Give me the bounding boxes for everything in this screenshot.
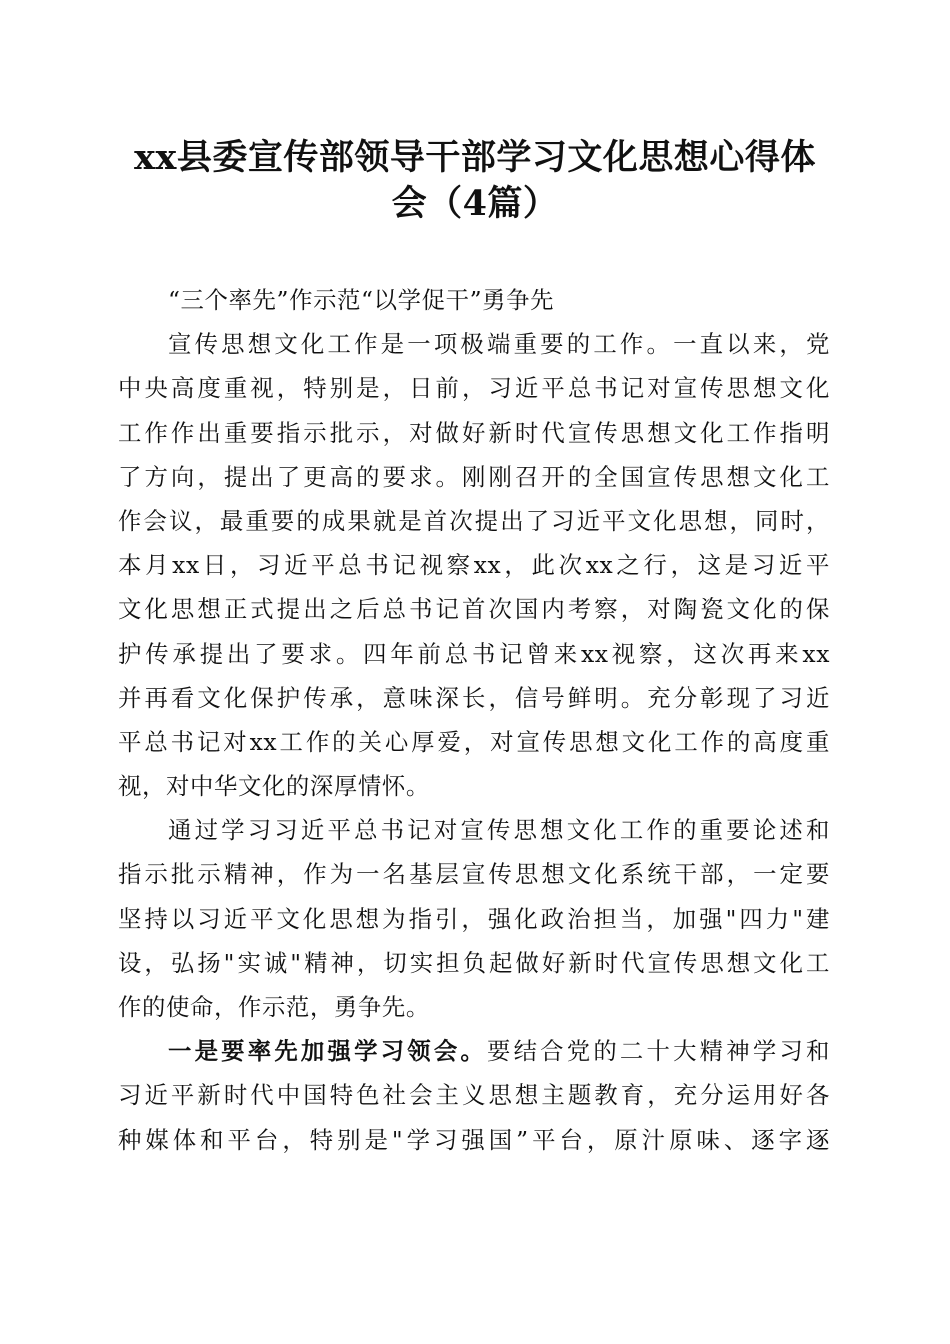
paragraph-lead: 一是要率先加强学习领会。 [168,1037,487,1066]
paragraph-line: 坚持以习近平文化思想为指引，强化政治担当，加强"四力"建 [118,904,830,933]
paragraph-line: 护传承提出了要求。四年前总书记曾来xx视察，这次再来xx [118,639,830,668]
paragraph-line: 设，弘扬"实诚"精神，切实担负起做好新时代宣传思想文化工 [118,948,830,977]
paragraph-line: 宣传思想文化工作是一项极端重要的工作。一直以来，党 [168,330,830,359]
paragraph-lead-rest: 要结合党的二十大精神学习和 [487,1037,830,1066]
paragraph-line: 习近平新时代中国特色社会主义思想主题教育，充分运用好各 [118,1081,830,1110]
document-title [100,135,850,227]
document-body [118,278,830,1162]
paragraph-3 [118,1029,830,1162]
paragraph-line: 文化思想正式提出之后总书记首次国内考察，对陶瓷文化的保 [118,595,830,624]
title-line-2: 会（4篇） [391,183,559,224]
paragraph-line: 工作作出重要指示批示，对做好新时代宣传思想文化工作指明 [118,418,830,447]
paragraph-1 [118,322,830,808]
paragraph-line: 视，对中华文化的深厚情怀。 [118,772,430,801]
section-subtitle: “三个率先”作示范“以学促干”勇争先 [168,286,555,314]
paragraph-line: 种媒体和平台，特别是"学习强国”平台，原汁原味、逐字逐 [118,1125,830,1154]
paragraph-line [118,1029,830,1073]
paragraph-line: 了方向，提出了更高的要求。刚刚召开的全国宣传思想文化工 [118,462,830,491]
title-line-1: xx县委宣传部领导干部学习文化思想心得体 [134,137,816,178]
paragraph-line: 中央高度重视，特别是，日前，习近平总书记对宣传思想文化 [118,374,830,403]
paragraph-line: 本月xx日，习近平总书记视察xx，此次xx之行，这是习近平 [118,551,830,580]
paragraph-line: 作会议，最重要的成果就是首次提出了习近平文化思想，同时， [118,506,830,535]
paragraph-line: 并再看文化保护传承，意味深长，信号鲜明。充分彰现了习近 [118,683,830,712]
paragraph-2 [118,808,830,1029]
paragraph-line: 通过学习习近平总书记对宣传思想文化工作的重要论述和 [168,816,830,845]
paragraph-line: 平总书记对xx工作的关心厚爱，对宣传思想文化工作的高度重 [118,727,830,756]
paragraph-line: 作的使命，作示范，勇争先。 [118,993,430,1021]
paragraph-line: 指示批示精神，作为一名基层宣传思想文化系统干部，一定要 [118,860,830,889]
